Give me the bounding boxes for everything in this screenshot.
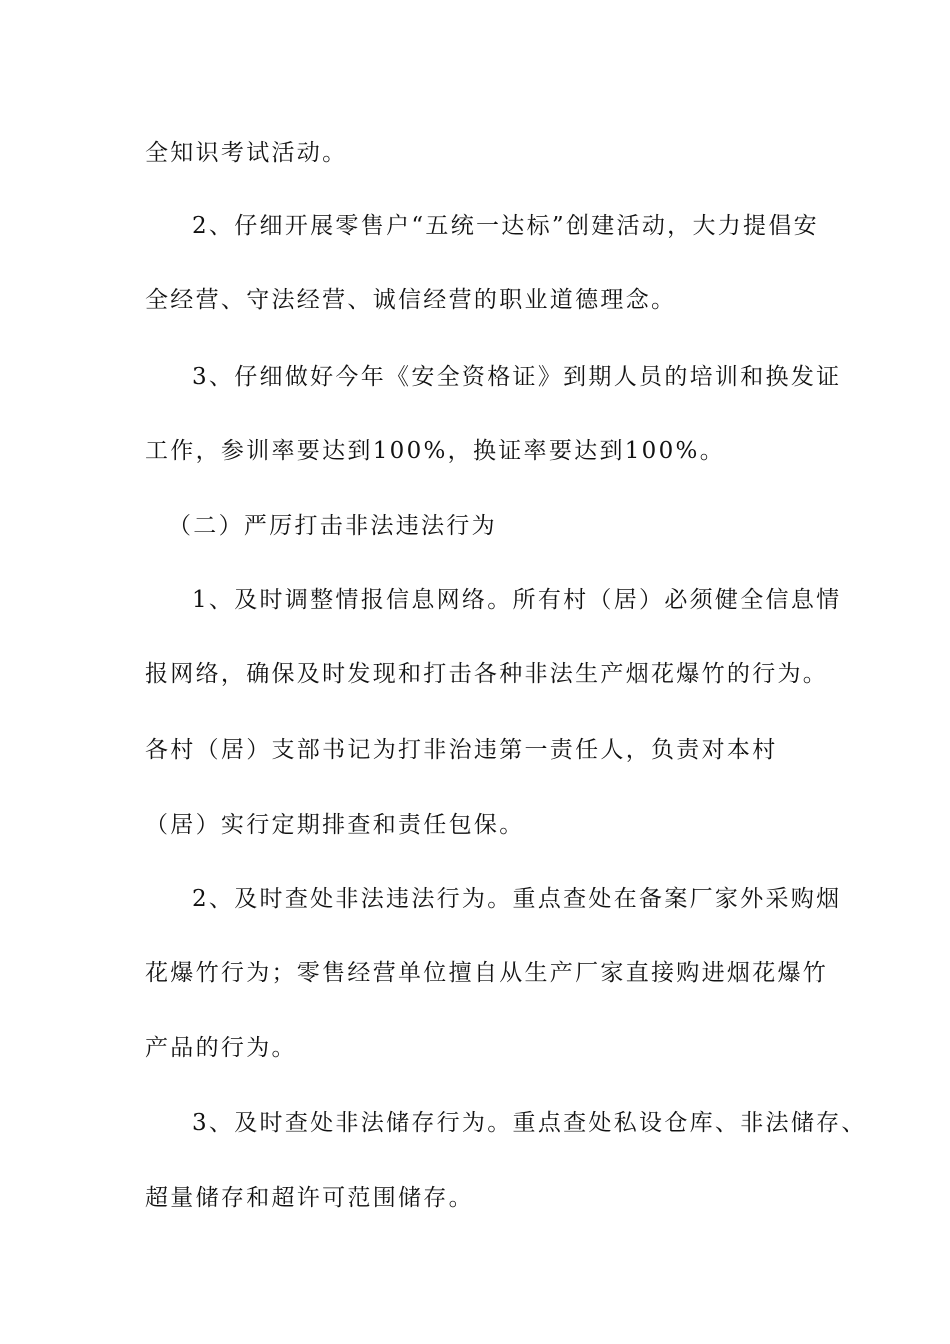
paragraph-line: 产品的行为。 <box>145 1035 297 1061</box>
paragraph-line: 3、仔细做好今年《安全资格证》到期人员的培训和换发证 <box>192 364 842 390</box>
paragraph-line: 花爆竹行为；零售经营单位擅自从生产厂家直接购进烟花爆竹 <box>145 960 829 986</box>
paragraph-line: 3、及时查处非法储存行为。重点查处私设仓库、非法储存、 <box>192 1110 867 1136</box>
paragraph-line: 1、及时调整情报信息网络。所有村（居）必须健全信息情 <box>192 587 842 613</box>
paragraph-line: 全经营、守法经营、诚信经营的职业道德理念。 <box>145 287 677 313</box>
section-heading: （二）严厉打击非法违法行为 <box>168 513 497 539</box>
paragraph-line: 2、及时查处非法违法行为。重点查处在备案厂家外采购烟 <box>192 886 842 912</box>
paragraph-line: （居）实行定期排查和责任包保。 <box>145 812 525 838</box>
paragraph-line: 工作，参训率要达到100%，换证率要达到100%。 <box>145 438 726 464</box>
paragraph-line: 超量储存和超许可范围储存。 <box>145 1185 474 1211</box>
paragraph-line: 报网络，确保及时发现和打击各种非法生产烟花爆竹的行为。 <box>145 661 829 687</box>
paragraph-line: 2、仔细开展零售户“五统一达标”创建活动，大力提倡安 <box>192 213 819 239</box>
paragraph-line: 各村（居）支部书记为打非治违第一责任人，负责对本村 <box>145 737 778 763</box>
paragraph-line: 全知识考试活动。 <box>145 140 348 166</box>
